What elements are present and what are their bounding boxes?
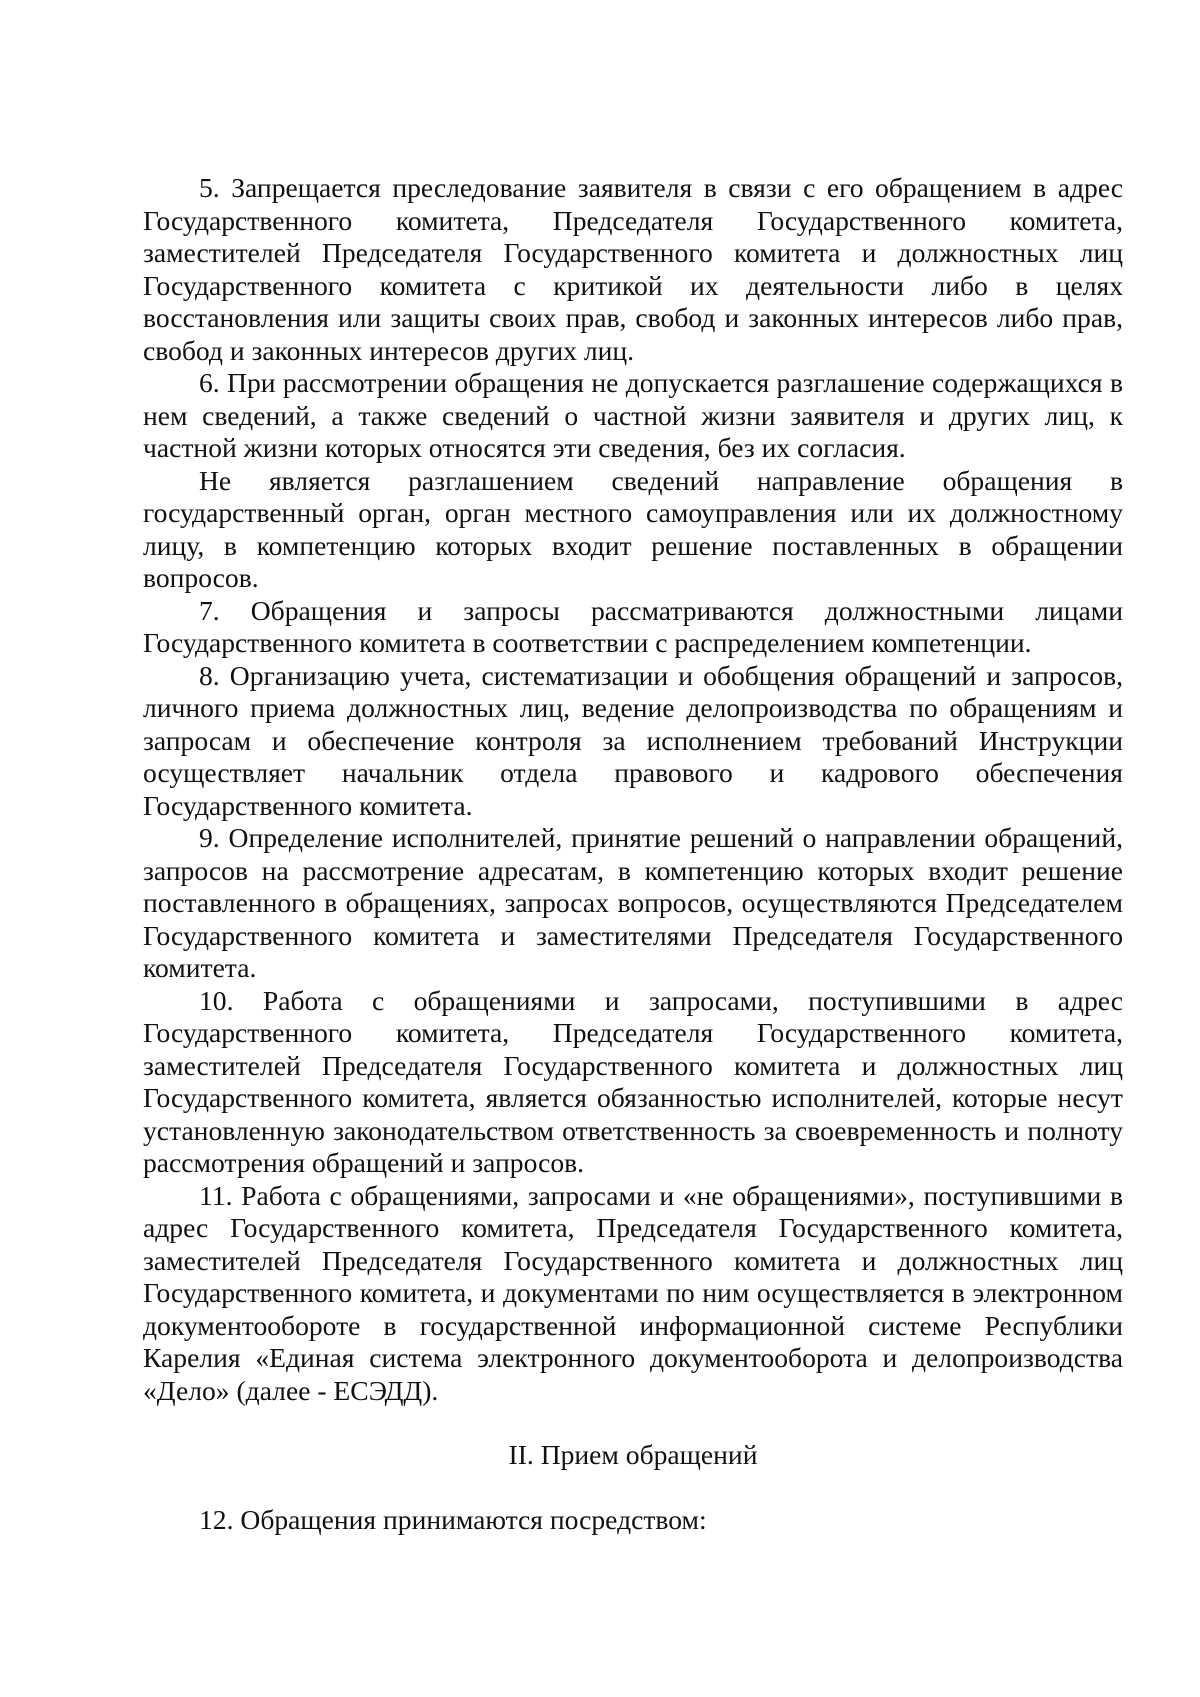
document-body <box>143 172 1123 1536</box>
paragraph-7: 7. Обращения и запросы рассматриваются должностными лицами Государственного комитета в соответствии с распределением компетенции. <box>143 594 1123 658</box>
paragraph-8: 8. Организацию учета, систематизации и обобщения обращений и запросов, личного приема должностных лиц, ведение делопроизводства по обращениям и запросам и обеспечение контроля за исполнением требований Инструкции осуществляет начальник отдела правового и кадрового обеспечения Государственного комитета. <box>143 659 1123 821</box>
paragraph-6: 6. При рассмотрении обращения не допускается разглашение содержащихся в нем сведений, а также сведений о частной жизни заявителя и других лиц, к частной жизни которых относятся эти сведения, без их согласия. <box>143 367 1123 463</box>
paragraph-11: 11. Работа с обращениями, запросами и «не обращениями», поступившими в адрес Государственного комитета, Председателя Государственного комитета, заместителей Председателя Государственного комитета и должностных лиц Государственного комитета, и документами по ним осуществляется в электронном документообороте в государственной информационной системе Республики Карелия «Единая система электронного документооборота и делопроизводства «Дело» (далее - ЕСЭДД). <box>143 1179 1123 1406</box>
paragraph-6-continuation: Не является разглашением сведений направление обращения в государственный орган, орган местного самоуправления или их должностному лицу, в компетенцию которых входит решение поставленных в обращении вопросов. <box>143 464 1123 593</box>
paragraph-12: 12. Обращения принимаются посредством: <box>199 1503 707 1535</box>
paragraph-10: 10. Работа с обращениями и запросами, поступившими в адрес Государственного комитета, Председателя Государственного комитета, заместителей Председателя Государственного комитета и должностных лиц Государственного комитета, является обязанностью исполнителей, которые несут установленную законодательством ответственность за своевременность и полноту рассмотрения обращений и запросов. <box>143 984 1123 1178</box>
section-heading: II. Прием обращений <box>508 1439 758 1470</box>
paragraph-5: 5. Запрещается преследование заявителя в связи с его обращением в адрес Государственного комитета, Председателя Государственного комитета, заместителей Председателя Государственного комитета и должностных лиц Государственного комитета с критикой их деятельности либо в целях восстановления или защиты своих прав, свобод и законных интересов либо прав, свобод и законных интересов других лиц. <box>143 172 1123 366</box>
paragraph-9: 9. Определение исполнителей, принятие решений о направлении обращений, запросов на рассмотрение адресатам, в компетенцию которых входит решение поставленного в обращениях, запросах вопросов, осуществляются Председателем Государственного комитета и заместителями Председателя Государственного комитета. <box>143 822 1123 983</box>
